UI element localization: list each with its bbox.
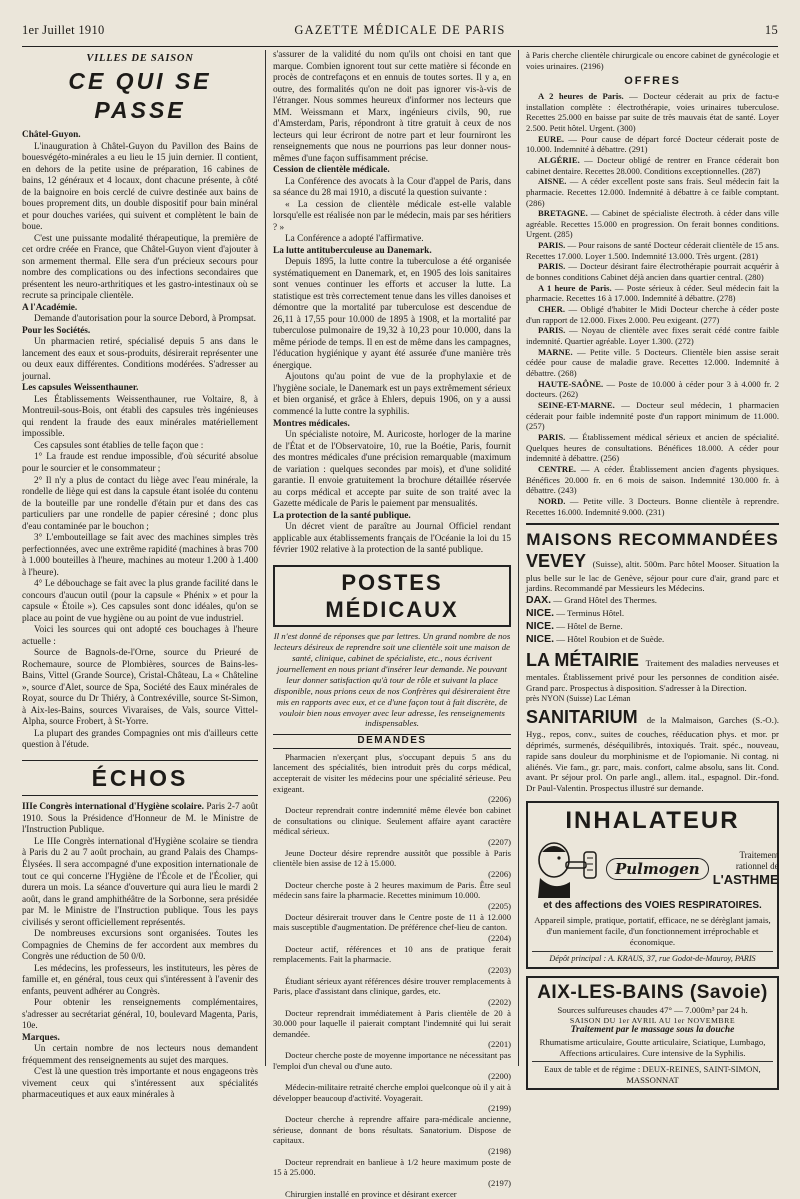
offre-ref: (287) bbox=[741, 165, 761, 176]
offre-text: — Noyau de clientèle avec fixes serait cédé contre faible indemnité. Quartier agréable. Loyer 1.300. bbox=[526, 325, 779, 347]
aix-foot: Eaux de table et de régime : DEUX-REINES, SAINT-SIMON, MASSONNAT bbox=[532, 1061, 773, 1085]
article-paragraph: Un décret vient de paraître au Journal Officiel rendant applicable aux établissements français de l'Océanie la loi du 15 février 1902 relative à la protection de la santé publique. bbox=[273, 522, 511, 556]
sanitarium-text: de la Malmaison, Garches (S.-O.). Hyg., repos, conv., suites de couches, rééducation phys. et mor. pr déprimés, surmenés, déséquilibrés, intoxiqués. Trait. spéc., nouveau, rapide sans douleur du morphinisme et de l'opiomanie. Ni contag. ni aliénés. Vie fam., gr. parc, mais. confort, calme absolu, sans lit. Cond. avant. Pr séjour prol. On parle angl., allem. ital., espagnol. Dir.-fond. Dr Paul-Valentin. Prospectus illustré sur demande. bbox=[526, 715, 779, 794]
offre-ref: (280) bbox=[745, 272, 764, 283]
offre-text: — A céder. Établissement ancien d'agents physiques. Bénéfices 20.000 fr. en 6 mois de saison. Indemnité 130.000 fr. à débattre. bbox=[526, 463, 779, 496]
hotel-item bbox=[526, 607, 779, 620]
section-kicker: VILLES DE SAISON bbox=[86, 53, 194, 64]
postes-medicaux-title: POSTES MÉDICAUX bbox=[273, 565, 511, 628]
demande-text: Médecin-militaire retraité cherche emploi quelconque où il y ait à développer beaucoup d'activité. Voyagerait. bbox=[273, 1082, 511, 1103]
metairie-location: près NYON (Suisse) Lac Léman bbox=[526, 693, 631, 703]
demande-item bbox=[273, 1082, 511, 1103]
offre-ref: (286) bbox=[526, 197, 545, 208]
article-paragraph: Ajoutons qu'au point de vue de la prophylaxie et de l'hygiène sociale, le Danemark est un pays extrêmement sérieux et bien organisé, et grâce à Ehlers, depuis 1906, on y a aussi commencé la lutte contre la syphilis. bbox=[273, 372, 511, 417]
offre-item bbox=[526, 464, 779, 496]
maisons-recommandees-title: MAISONS RECOMMANDÉES bbox=[526, 523, 779, 550]
demande-ref-wrap bbox=[273, 997, 511, 1008]
vevey-text: (Suisse), altit. 500m. Parc hôtel Mooser. Situation la plus belle sur le lac de Genève, séjour pour cure d'air, grand parc et jardins. Recommandé par Messieurs les Médecins. bbox=[526, 559, 779, 594]
offre-text: — Obligé d'habiter le Midi Docteur cherche à céder poste d'un rapport de 12.000. Fixes 2.000. Peu exigeant. bbox=[526, 304, 779, 325]
demande-ref-wrap bbox=[273, 1103, 511, 1114]
hotel-item bbox=[526, 620, 779, 633]
issue-date: 1er Juillet 1910 bbox=[22, 23, 105, 37]
ad-text: à Paris cherche clientèle chirurgicale ou encore cabinet de gynécologie et voies urinaires. bbox=[526, 50, 779, 71]
offre-ref: (243) bbox=[557, 485, 577, 496]
demande-ref: (2201) bbox=[488, 1039, 511, 1050]
hotel-name: — Grand Hôtel des Thermes. bbox=[553, 595, 657, 606]
aix-line: Traitement par le massage sous la douche bbox=[570, 1025, 735, 1036]
offre-item bbox=[526, 261, 779, 282]
article-paragraph: Les Établissements Weissenthauner, rue Voltaire, 8, à Montreuil-sous-Bois, ont établi des capsules très ingénieuses qui rendent la fraude des eaux minérales matériellement impossible. bbox=[22, 394, 258, 440]
offre-item bbox=[526, 496, 779, 517]
offre-text: — Cabinet de spécialiste électroth. à céder dans ville agréable. Recettes 15.000 en progression. On ferait bonnes conditions. Urgent. bbox=[526, 208, 779, 240]
offre-lead: A 2 heures de Paris. bbox=[538, 90, 624, 101]
article-paragraph: Les médecins, les professeurs, les instituteurs, les pères de famille et, en général, tous ceux qui s'intéressent à l'avenir des enfants, peuvent adhérer au Congrès. bbox=[22, 963, 258, 997]
demande-item bbox=[273, 944, 511, 965]
article-heading: Pour les Sociétés. bbox=[22, 325, 91, 336]
article-paragraph: L'inauguration à Châtel-Guyon du Pavillon des Bains de bouesvégéto-minérales a eu lieu le 15 juin dernier. Il contient, en dehors de la petite usine de préparation, 16 cabines de bains, 12 généraux et 4 locaux, dont chacune présente, à côté de la baignoire en bois cerclé de cuivre destinée aux bains de boues proprement dits, un double dispositif pour bain minéral et pour douches variées, qui suivent et complètent le bain de boue. bbox=[22, 141, 258, 233]
article-paragraph: La Conférence des avocats à la Cour d'appel de Paris, dans sa séance du 28 mai 1910, a discuté la question suivante : bbox=[273, 176, 511, 199]
offre-item bbox=[526, 176, 779, 208]
demande-ref: (2206) bbox=[488, 868, 511, 879]
offre-lead: ALGÉRIE. bbox=[538, 154, 580, 165]
offre-lead: PARIS. bbox=[538, 240, 566, 251]
demande-text: Docteur cherche poste de moyenne importance ne nécessitant pas l'emploi d'un cheval ou d'une auto. bbox=[273, 1050, 511, 1071]
offre-ref: (285) bbox=[554, 229, 573, 240]
offre-item bbox=[526, 347, 779, 379]
offre-ref: (277) bbox=[700, 314, 720, 325]
column-rule bbox=[265, 50, 266, 1066]
offre-text: — Pour raisons de santé Docteur céderait clientèle de 15 ans. Recettes 17.000. Loyer 1.500. Indemnité 13.000. Très urgent. bbox=[526, 240, 779, 261]
article-paragraph: Demande d'autorisation pour la source Debord, à Prompsat. bbox=[34, 314, 256, 325]
offre-text: — A céder excellent poste sans frais. Seul médecin fait la pharmacie. Recettes 12.000. Indemnité à débattre à ce faible comptant. bbox=[526, 176, 779, 197]
vevey-name: VEVEY bbox=[526, 551, 587, 572]
demande-item bbox=[273, 1189, 511, 1199]
article-paragraph: 3° L'embouteillage se fait avec des machines simples très perfectionnées, avec une extrême rapidité (machines à bras 700 à 1.000 bouteilles à l'heure, machines au moteur 1.200 à 1.400 à l'heure). bbox=[22, 533, 258, 578]
demande-ref-wrap bbox=[273, 1071, 511, 1082]
demande-text: Chirurgien installé en province et désirant exercer bbox=[285, 1188, 457, 1199]
demande-ref: (2206) bbox=[488, 794, 511, 805]
column-rule bbox=[518, 50, 519, 1066]
offre-ref: (278) bbox=[716, 293, 736, 304]
article-paragraph bbox=[22, 802, 258, 837]
column-3 bbox=[526, 50, 779, 1085]
hotel-city: DAX. bbox=[526, 594, 552, 607]
demande-ref-wrap bbox=[273, 901, 511, 912]
offre-lead: PARIS. bbox=[538, 261, 566, 272]
article-heading: Marques. bbox=[22, 1032, 60, 1043]
offre-text: — Docteur obligé de rentrer en France céderait bon cabinet dentaire. Recettes 28.000. Conditions exceptionnelles. bbox=[526, 154, 779, 176]
demande-item bbox=[273, 976, 511, 997]
journal-title: GAZETTE MÉDICALE DE PARIS bbox=[294, 23, 506, 37]
offre-ref: (256) bbox=[600, 453, 620, 464]
inhalateur-row bbox=[532, 838, 779, 900]
article-paragraph: Un spécialiste notoire, M. Auricoste, horloger de la marine de l'État et de l'Observatoire, 10, rue la Boétie, Paris, fournit des montres médicales d'une précision remarquable (maximum de variation : quelques secondes par mois), et d'une solidité garantie. Il envoie gratuitement la brochure détaillée réservée au corps médical et accepte par suite de son traité avec la Gazette médicale de Paris le paiement par mensualités. bbox=[273, 430, 511, 510]
inhalateur-claims bbox=[713, 850, 779, 888]
column-1 bbox=[22, 50, 258, 1101]
offre-lead: A 1 heure de Paris. bbox=[538, 282, 612, 293]
echos-title: ÉCHOS bbox=[22, 760, 258, 797]
offre-text: — Pour cause de départ forcé Docteur céderait poste de 10.000. Indemnité à débattre. bbox=[526, 133, 779, 155]
sanitarium-ad bbox=[526, 706, 779, 794]
aix-line: Sources sulfureuses chaudes 47° — 7.000m³ par 24 h. bbox=[557, 1004, 748, 1015]
article-heading: Montres médicales. bbox=[273, 418, 350, 429]
classified-ad bbox=[526, 50, 779, 71]
demande-ref-wrap bbox=[273, 869, 511, 880]
article-paragraph: « La cession de clientèle médicale est-elle valable lorsqu'elle est réalisée non par le médecin, mais par ses héritiers ? » bbox=[273, 199, 511, 233]
offre-lead: HAUTE-SAÔNE. bbox=[538, 378, 604, 389]
article-lead: Paris 2-7 août 1910. Sous la Présidence d'Honneur de M. le Ministre de l'Instruction Publique. bbox=[22, 802, 258, 836]
offre-text: — Poste de 10.000 à céder pour 3 à 4.000 fr. 2 docteurs. bbox=[526, 378, 779, 400]
demande-ref: (2200) bbox=[488, 1071, 511, 1082]
offres-title: OFFRES bbox=[624, 75, 681, 88]
demande-item bbox=[273, 805, 511, 837]
offre-item bbox=[526, 432, 779, 464]
demande-ref-wrap bbox=[273, 794, 511, 805]
offre-lead: CHER. bbox=[538, 304, 565, 315]
demande-ref-wrap bbox=[273, 965, 511, 976]
metairie-ad bbox=[526, 649, 779, 693]
article-heading: Châtel-Guyon. bbox=[22, 130, 81, 141]
hotel-name: — Hôtel de Berne. bbox=[556, 621, 623, 632]
inhalateur-ad bbox=[526, 801, 779, 969]
vevey-ad bbox=[526, 550, 779, 594]
demande-item bbox=[273, 1008, 511, 1040]
offre-ref: (231) bbox=[645, 506, 665, 517]
demandes-list bbox=[273, 752, 511, 1199]
demande-text: Jeune Docteur désire reprendre aussitôt que possible à Paris clientèle bien assise de 12 à 15.000. bbox=[273, 847, 511, 869]
article-paragraph: s'assurer de la validité du nom qu'ils ont choisi en tant que marque. Combien ignorent tout sur cette matière si féconde en procès de contrefaçons et en ennuis de toutes sortes. Il y a, en outre, des formalités qu'on ne doit pas ignorer vis-à-vis de l'étranger. Nous sommes heureux d'informer nos lecteurs que MM. Weissmann et Marx, ingénieurs civils, 90, rue d'Amsterdam, Paris, répondront à titre gratuit à ceux de nos lecteurs qui leur écriront de notre part et leur fourniront les renseignements que nous ne pourrions pas leur donner nous-mêmes d'une façon suffisamment précise. bbox=[273, 50, 511, 164]
article-heading: IIIe Congrès international d'Hygiène scolaire. bbox=[22, 802, 204, 813]
demandes-title: DEMANDES bbox=[273, 734, 511, 748]
article-paragraph: Ces capsules sont établies de telle façon que : bbox=[34, 440, 204, 451]
article-paragraph: C'est là une question très importante et nous engageons très vivement ceux qui s'intéressent aux spécialités pharmaceutiques et aux eaux minérales à bbox=[22, 1067, 258, 1101]
offre-item bbox=[526, 304, 779, 325]
demande-text: Docteur désirerait trouver dans le Centre poste de 11 à 12.000 mais susceptible d'augmentation. De préférence chef-lieu de canton. bbox=[273, 911, 511, 933]
postes-note: Il n'est donné de réponses que par lettres. Un grand nombre de nos lecteurs désireux de reprendre soit une clientèle soit une maison de santé, clinique, cabinet de spécialiste, etc., nous écrivent journellement en nous priant d'insérer leur demande. Ne pouvant leur donner satisfaction qu'à tour de rôle et suivant la place disponible, nous prions ceux de nos Confrères qui désireraient être mis en rapports avec eux, et ce d'une façon tout à fait discrète, de vouloir bien nous envoyer avec leur adresse, les renseignements indispensables. bbox=[273, 631, 511, 729]
offre-item bbox=[526, 208, 779, 240]
aix-les-bains-ad bbox=[526, 976, 779, 1090]
inhaler-illustration-icon bbox=[532, 838, 602, 900]
article-paragraph: 1° La fraude est rendue impossible, d'où sécurité absolue pour le sourcier et le consommateur ; bbox=[22, 452, 258, 474]
offre-lead: BRETAGNE. bbox=[538, 208, 588, 219]
inhalateur-body: Appareil simple, pratique, portatif, efficace, ne se dérèglant jamais, d'un maniement facile, d'un fonctionnement irréprochable et économique. bbox=[534, 915, 771, 948]
demande-ref: (2205) bbox=[488, 900, 511, 911]
demande-text: Docteur cherche à reprendre affaire para-médicale ancienne, sérieuse, donnant de bons résultats. Sanatorium. Dispose de capitaux. bbox=[273, 1114, 511, 1146]
aix-line: Rhumatisme articulaire, Goutte articulaire, Sciatique, Lumbago, Affections articulaires. Cure intensive de la Syphilis. bbox=[539, 1037, 766, 1059]
hotel-item bbox=[526, 594, 779, 607]
article-paragraph: Un pharmacien retiré, spécialisé depuis 5 ans dans le lancement des eaux et sous-produits, désirerait représenter une ou deux eaux différentes. Conditions modérées. S'adresser au journal. bbox=[22, 337, 258, 382]
offres-list bbox=[526, 91, 779, 517]
hotel-name: — Hôtel Roubion et de Suède. bbox=[556, 634, 665, 645]
claim-line: Traitement bbox=[739, 849, 779, 860]
offre-item bbox=[526, 379, 779, 400]
claim-line: rationnel de bbox=[735, 860, 779, 871]
hotel-list bbox=[526, 594, 779, 646]
offre-lead: MARNE. bbox=[538, 346, 573, 357]
demande-item bbox=[273, 1050, 511, 1071]
article-heading: Les capsules Weissenthauner. bbox=[22, 383, 139, 394]
demande-ref: (2199) bbox=[488, 1103, 511, 1114]
demande-ref-wrap bbox=[273, 1146, 511, 1157]
hotel-name: — Terminus Hôtel. bbox=[556, 608, 625, 619]
article-heading: La protection de la santé publique. bbox=[273, 510, 411, 521]
offre-text: — Poste sérieux à céder. Seul médecin fait la pharmacie. Recettes 16 à 17.000. Indemnité à débattre. bbox=[526, 282, 779, 304]
offre-ref: (291) bbox=[628, 144, 648, 155]
hotel-city: NICE. bbox=[526, 633, 555, 646]
article-paragraph: Le IIIe Congrès international d'Hygiène scolaire se tiendra à Paris du 2 au 7 août prochain, au grand Palais des Champs-Élysées. Il sera accompagné d'une exposition internationale de tout ce qui concerne l'Hygiène de l'École et de l'Écolier, qui durera un mois. La séance d'ouverture qui aura lieu le mardi 2 août, dans le grand amphithéâtre de la Sorbonne, sera présidée par M. le Ministre de l'Instruction publique. Tous les pays civilisés y seront officiellement représentés. bbox=[22, 836, 258, 928]
offre-ref: (300) bbox=[617, 122, 636, 133]
demande-ref-wrap bbox=[273, 1039, 511, 1050]
demande-ref: (2203) bbox=[488, 964, 511, 975]
demande-text: Docteur cherche poste à 2 heures maximum de Paris. Être seul médecin sans faire la pharmacie. Recettes minimum 10.000. bbox=[273, 879, 511, 901]
aix-title: AIX-LES-BAINS (Savoie) bbox=[537, 982, 768, 1004]
offre-item bbox=[526, 240, 779, 261]
page-number: 15 bbox=[764, 23, 778, 37]
article-paragraph: Voici les sources qui ont adopté ces bouchages à l'heure actuelle : bbox=[22, 625, 258, 647]
article-paragraph: La Conférence a adopté l'affirmative. bbox=[285, 234, 424, 245]
article-paragraph: Depuis 1895, la lutte contre la tuberculose a été organisée systématiquement en Danemark, et, en 1905 des lois sanitaires sont venues continuer les efforts et accuser la lutte. La statistique est très correctement tenue dans les villes danoises et démontre que la mortalité par tuberculose est descendue de 26,11 à 17,55 pour 10.000 de 1895 à 1908, et la mortalité par tuberculose pulmonaire de 19,32 à 10,23 pour 10.000, dans la même période de temps. Il en est de même dans les campagnes, l'éducation hygiénique y ayant été assurée d'une manière très énergique. bbox=[273, 257, 511, 371]
ad-ref: (2196) bbox=[580, 60, 604, 71]
demande-text: Docteur reprendrait immédiatement à Paris clientèle de 20 à 30.000 pour laquelle il paierait comptant l'indemnité qui lui serait demandée. bbox=[273, 1007, 511, 1039]
offre-item bbox=[526, 283, 779, 304]
article-paragraph: Source de Bagnols-de-l'Orne, source du Prieuré de Rochemaure, source de Plombières, sources de Bains-les-Bains, Vittel (Grande Source), Cristal-Château, La « Châteline », source d'Alet, source de Spa, Société des Eaux minérales de Royat, source du Dr Thiéry, à Contrexéville, source St-Simon, à Aix-les-Bains, sources Vivaraises, de Vals, source Vittel-Alpha, source Frobert, à St-Yorre. bbox=[22, 648, 258, 728]
offre-text: — Établissement médical sérieux et ancien de spécialité. Quelques heures de consultations. Bénéfices 18.000. A céder pour indemnité à débattre. bbox=[526, 431, 779, 464]
inhalateur-claim-voies: et des affections des VOIES RESPIRATOIRES. bbox=[543, 899, 762, 911]
hotel-item bbox=[526, 633, 779, 646]
offre-text: — Docteur céderait au prix de factu-e installation complète : électrothérapie, voies urinaires tuberculose. Recettes 25.000 en baisse par suite de très mauvais état de santé. Loyer 2.500. Petit hôtel. Urgent. bbox=[526, 90, 779, 133]
page-header bbox=[22, 20, 778, 47]
demande-item bbox=[273, 912, 511, 933]
offre-text: — Petite ville. 5 Docteurs. Clientèle bien assise serait cédée pour cause de maladie grave. Recettes 12.000. Indemnité à débattre. bbox=[526, 346, 779, 378]
demande-ref: (2204) bbox=[488, 932, 511, 943]
offre-text: — Docteur seul médecin, 1 pharmacien céderait pour faible indemnité poste d'un rapport minimum de 11.000. bbox=[526, 399, 779, 421]
hotel-city: NICE. bbox=[526, 620, 555, 633]
demande-item bbox=[273, 1157, 511, 1178]
article-paragraph: 2° Il n'y a plus de contact du liège avec l'eau minérale, la rondelle de liège qui est dans la capsule étant isolée du contenu de la bouteille par une rondelle d'étain pur et dans des cas particuliers par une rondelle de papier céresiné ; donc plus d'eau contaminée par le bouchon ; bbox=[22, 475, 258, 532]
offre-lead: EURE. bbox=[538, 133, 565, 144]
offre-lead: CENTRE. bbox=[538, 463, 576, 474]
offre-item bbox=[526, 325, 779, 346]
article-heading: La lutte antituberculeuse au Danemark. bbox=[273, 245, 432, 256]
offre-ref: (272) bbox=[675, 336, 694, 347]
demande-ref-wrap bbox=[273, 933, 511, 944]
demande-ref: (2207) bbox=[488, 837, 511, 848]
demande-item bbox=[273, 752, 511, 795]
demande-text: Étudiant sérieux ayant références désire trouver remplacements à Paris, place d'assistant dans clinique, gardes, etc. bbox=[273, 975, 511, 997]
inhalateur-title: INHALATEUR bbox=[565, 807, 740, 835]
offre-item bbox=[526, 134, 779, 155]
offre-lead: PARIS. bbox=[538, 431, 566, 442]
offre-lead: AISNE. bbox=[538, 176, 567, 187]
demande-ref: (2202) bbox=[488, 996, 511, 1007]
article-paragraph: Pour obtenir les renseignements complémentaires, s'adresser au secrétariat général, 10, boulevard Magenta, Paris, 10e. bbox=[22, 998, 258, 1032]
offre-item bbox=[526, 91, 779, 134]
section-title: CE QUI SE PASSE bbox=[68, 68, 212, 123]
metairie-text: Traitement des maladies nerveuses et mentales. Établissement privé pour les personnes de condition aisée. Grand parc. Prospectus à disposition. S'adresser à la Direction. bbox=[526, 658, 779, 693]
offre-item bbox=[526, 400, 779, 432]
article-heading: A l'Académie. bbox=[22, 302, 78, 313]
demande-ref: (2198) bbox=[488, 1146, 511, 1157]
offre-lead: SEINE-ET-MARNE. bbox=[538, 399, 615, 410]
inhalateur-brand: Pulmogen bbox=[606, 858, 709, 881]
demande-text: Docteur actif, références et 10 ans de pratique ferait remplacements. Fait la pharmacie. bbox=[273, 943, 511, 965]
inhalateur-depot: Dépôt principal : A. KRAUS, 37, rue Godot-de-Mauroy, PARIS bbox=[532, 951, 773, 964]
offre-ref: (257) bbox=[526, 421, 545, 432]
article-paragraph: De nombreuses excursions sont organisées. Toutes les Compagnies de Chemins de fer accordent aux membres du Congrès une réduction de 50 0/0. bbox=[22, 929, 258, 963]
offre-lead: PARIS. bbox=[538, 325, 566, 336]
hotel-city: NICE. bbox=[526, 607, 555, 620]
demande-item bbox=[273, 848, 511, 869]
article-paragraph: 4° Le débouchage se fait avec la plus grande facilité dans le concours d'aucun outil (pour la capsule « Phénix » et pour la capsule « Étoile »). Ces capsules sont donc idéales, qu'on se place au point de vue hygiène ou au point de vue industriel. bbox=[22, 579, 258, 624]
demande-ref-wrap bbox=[273, 837, 511, 848]
demande-ref-wrap bbox=[273, 1178, 511, 1189]
article-heading: Cession de clientèle médicale. bbox=[273, 165, 390, 176]
offre-text: — Docteur désirant faire électrothérapie pourrait acquérir à de bonnes conditions Cabinet déjà ancien dans quartier central. bbox=[526, 261, 779, 283]
offre-lead: NORD. bbox=[538, 495, 566, 506]
offre-ref: (281) bbox=[739, 250, 759, 261]
offre-ref: (268) bbox=[557, 368, 577, 378]
article-paragraph: C'est une puissante modalité thérapeutique, la première de cet ordre créée en France, que Châtel-Guyon vient d'ajouter à son armement thermal. Elle sera d'un précieux secours pour nombre des complications ou des infections secondaires que présentent les neuro-arthritiques et les gastro-intestinaux où se recrute sa principale clientèle. bbox=[22, 233, 258, 302]
offre-item bbox=[526, 155, 779, 176]
demande-text: Docteur reprendrait en banlieue à 1/2 heure maximum poste de 15 à 25.000. bbox=[273, 1156, 511, 1178]
demande-text: Docteur reprendrait contre indemnité même élevée bon cabinet de consultations ou clinique. Seulement affaire ayant caractère médical sérieux. bbox=[273, 805, 511, 837]
offre-text: — Petite ville. 3 Docteurs. Bonne clientèle à reprendre. Recettes 16.000. Indemnité 9.000. bbox=[526, 495, 779, 517]
inhalateur-brand-box bbox=[606, 858, 709, 881]
demande-ref: (2197) bbox=[488, 1178, 511, 1189]
column-2 bbox=[273, 50, 511, 1199]
article-paragraph: La plupart des grandes Compagnies ont mis d'ailleurs cette question à l'étude. bbox=[22, 728, 258, 751]
sanitarium-name: SANITARIUM bbox=[526, 707, 638, 728]
article-paragraph: Un certain nombre de nos lecteurs nous demandent fréquemment des renseignements au sujet des marques. bbox=[22, 1044, 258, 1066]
claim-asthme: L'ASTHME bbox=[712, 872, 779, 888]
demande-text: Pharmacien n'exerçant plus, s'occupant depuis 5 ans du lancement des spécialités, bien introduit près du corps médical, accepterait de visiter les médecins pour une spécialité sérieuse. Peu exigeant. bbox=[273, 751, 511, 794]
offre-ref: (262) bbox=[559, 389, 579, 400]
demande-item bbox=[273, 880, 511, 901]
aix-line: SAISON DU 1er AVRIL AU 1er NOVEMBRE bbox=[569, 1015, 736, 1025]
metairie-name: LA MÉTAIRIE bbox=[526, 650, 639, 671]
demande-item bbox=[273, 1114, 511, 1146]
